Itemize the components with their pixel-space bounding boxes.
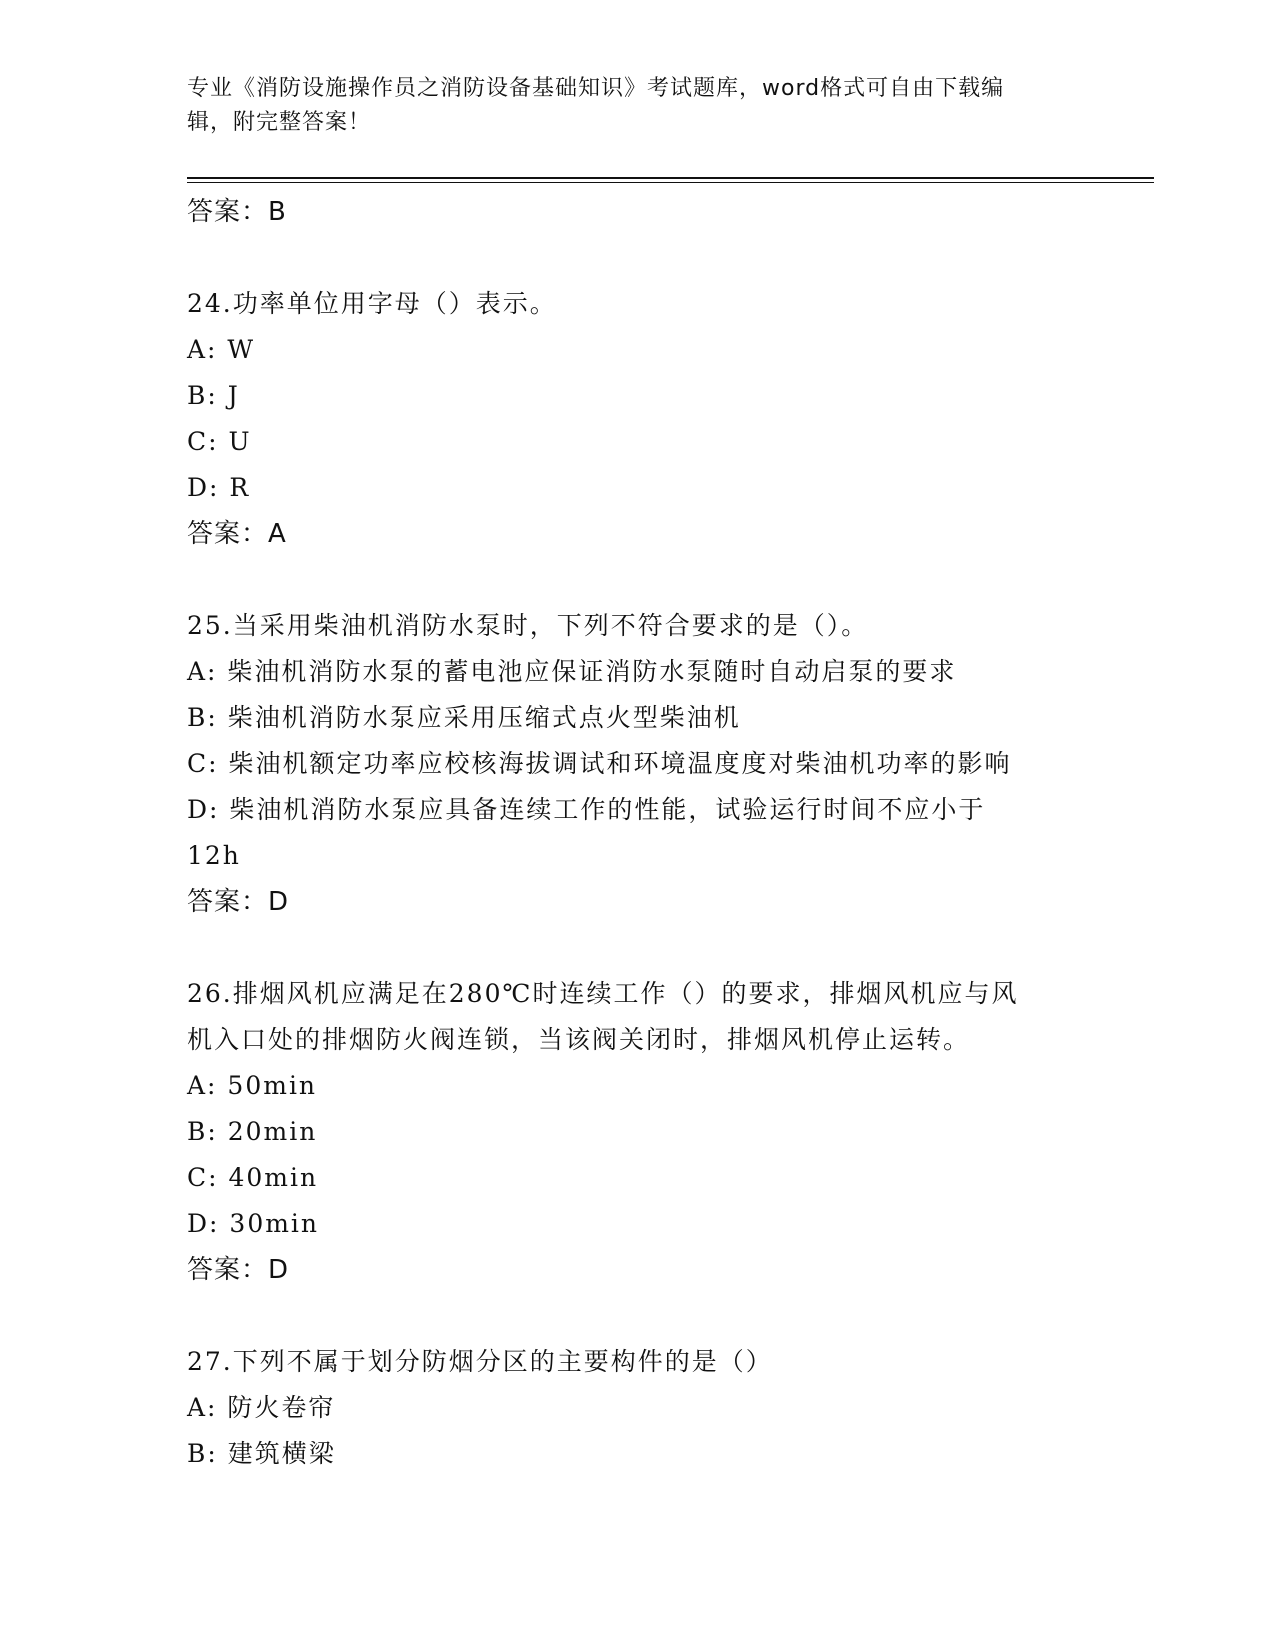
option-b: B: 建筑横梁	[187, 1439, 336, 1468]
option-c: C: U	[187, 427, 252, 456]
question-stem: 26.排烟风机应满足在280℃时连续工作（）的要求，排烟风机应与风	[187, 979, 1019, 1008]
option-b: B: J	[187, 381, 240, 410]
option-d-continued: 12h	[187, 841, 241, 870]
question-stem: 24.功率单位用字母（）表示。	[187, 289, 557, 318]
header-line-2: 辑，附完整答案！	[187, 110, 372, 135]
option-a: A: 柴油机消防水泵的蓄电池应保证消防水泵随时自动启泵的要求	[187, 657, 957, 686]
option-d: D: 柴油机消防水泵应具备连续工作的性能，试验运行时间不应小于	[187, 795, 986, 824]
option-b: B: 20min	[187, 1117, 318, 1146]
document-header	[187, 72, 1087, 140]
question-block	[187, 281, 1087, 557]
question-stem-continued: 机入口处的排烟防火阀连锁，当该阀关闭时，排烟风机停止运转。	[187, 1025, 971, 1054]
option-d: D: 30min	[187, 1209, 320, 1238]
option-d: D: R	[187, 473, 251, 502]
option-c: C: 40min	[187, 1163, 319, 1192]
answer-line: 答案：D	[187, 887, 290, 917]
header-line-1: 专业《消防设施操作员之消防设备基础知识》考试题库，word格式可自由下载编	[187, 76, 1005, 101]
option-a: A: 50min	[187, 1071, 318, 1100]
header-divider	[187, 177, 1154, 183]
option-b: B: 柴油机消防水泵应采用压缩式点火型柴油机	[187, 703, 741, 732]
answer-line: 答案：D	[187, 1255, 290, 1285]
answer-line: 答案：B	[187, 197, 287, 227]
option-c: C: 柴油机额定功率应校核海拔调试和环境温度度对柴油机功率的影响	[187, 749, 1012, 778]
question-block	[187, 603, 1087, 925]
question-stem: 25.当采用柴油机消防水泵时，下列不符合要求的是（）。	[187, 611, 869, 640]
question-block	[187, 971, 1087, 1293]
document-body	[187, 189, 1087, 1477]
answer-line: 答案：A	[187, 519, 287, 549]
question-block	[187, 1339, 1087, 1477]
option-a: A: 防火卷帘	[187, 1393, 336, 1422]
question-stem: 27.下列不属于划分防烟分区的主要构件的是（）	[187, 1347, 773, 1376]
option-a: A: W	[187, 335, 256, 364]
